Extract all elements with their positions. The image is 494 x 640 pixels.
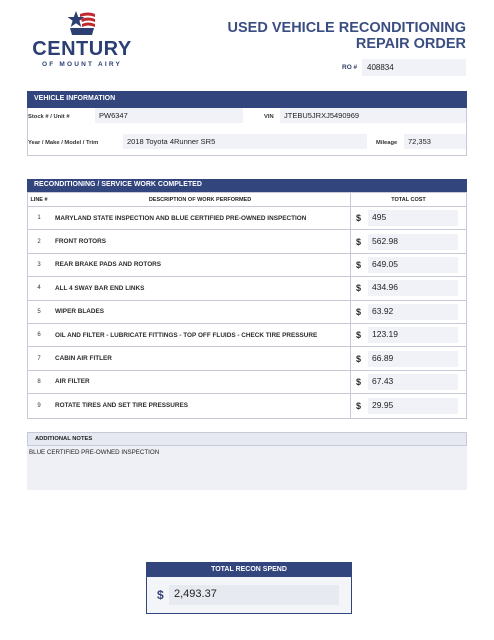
work-description: REAR BRAKE PADS AND ROTORS bbox=[55, 261, 162, 269]
cost-field[interactable]: 67.43 bbox=[368, 374, 458, 390]
dollar-sign: $ bbox=[356, 376, 362, 387]
work-description: CABIN AIR FITLER bbox=[55, 355, 112, 363]
cost-cell bbox=[350, 371, 466, 393]
total-recon-panel bbox=[146, 562, 352, 614]
table-row bbox=[28, 347, 466, 370]
table-row bbox=[28, 394, 466, 417]
table-row bbox=[28, 371, 466, 394]
stock-field[interactable]: PW6347 bbox=[95, 108, 243, 123]
cost-field[interactable]: 434.96 bbox=[368, 280, 458, 296]
line-number: 8 bbox=[37, 378, 41, 385]
vin-label: VIN bbox=[264, 114, 274, 120]
brand-name: CENTURY bbox=[32, 38, 132, 60]
work-completed-header: RECONDITIONING / SERVICE WORK COMPLETED bbox=[27, 179, 467, 193]
title-line-1: USED VEHICLE RECONDITIONING bbox=[227, 20, 466, 36]
dollar-sign: $ bbox=[356, 330, 362, 341]
cost-cell bbox=[350, 254, 466, 276]
cost-cell bbox=[350, 301, 466, 323]
work-description: ALL 4 SWAY BAR END LINKS bbox=[55, 284, 145, 292]
ymmt-label: Year / Make / Model / Trim bbox=[28, 140, 99, 146]
dollar-sign: $ bbox=[356, 283, 362, 294]
dollar-sign: $ bbox=[356, 236, 362, 247]
cost-cell bbox=[350, 207, 466, 229]
ro-label: RO # bbox=[342, 64, 358, 71]
vehicle-info-header: VEHICLE INFORMATION bbox=[27, 91, 467, 108]
cost-cell bbox=[350, 394, 466, 417]
total-recon-header: TOTAL RECON SPEND bbox=[147, 563, 351, 577]
cost-field[interactable]: 29.95 bbox=[368, 398, 458, 414]
table-row bbox=[28, 230, 466, 253]
table-row bbox=[28, 301, 466, 324]
century-logo bbox=[30, 10, 134, 74]
line-number: 5 bbox=[37, 308, 41, 315]
additional-notes-field[interactable]: BLUE CERTIFIED PRE-OWNED INSPECTION bbox=[27, 446, 467, 490]
line-number: 2 bbox=[37, 238, 41, 245]
document-title bbox=[228, 20, 466, 52]
table-row bbox=[28, 207, 466, 230]
work-description: ROTATE TIRES AND SET TIRE PRESSURES bbox=[55, 402, 189, 410]
work-description: AIR FILTER bbox=[55, 378, 90, 386]
mileage-field[interactable]: 72,353 bbox=[404, 134, 466, 149]
cost-field[interactable]: 66.89 bbox=[368, 351, 458, 367]
table-row bbox=[28, 277, 466, 300]
dollar-sign: $ bbox=[356, 213, 362, 224]
work-description: FRONT ROTORS bbox=[55, 238, 107, 246]
cost-cell bbox=[350, 324, 466, 346]
line-number: 1 bbox=[37, 215, 41, 222]
cost-field[interactable]: 495 bbox=[368, 210, 458, 226]
cost-field[interactable]: 562.98 bbox=[368, 234, 458, 250]
line-number: 4 bbox=[37, 285, 41, 292]
dollar-sign: $ bbox=[356, 259, 362, 270]
col-description: DESCRIPTION OF WORK PERFORMED bbox=[148, 196, 252, 203]
line-number: 9 bbox=[37, 402, 41, 409]
work-table-header-row bbox=[28, 193, 466, 207]
work-description: OIL AND FILTER - LUBRICATE FITTINGS - TOP OFF FLUIDS - CHECK TIRE PRESSURE bbox=[55, 331, 318, 339]
col-line-number: LINE # bbox=[30, 196, 48, 203]
work-table bbox=[27, 192, 467, 419]
title-line-2: REPAIR ORDER bbox=[355, 36, 466, 52]
line-number: 7 bbox=[37, 355, 41, 362]
vin-field[interactable]: JTEBU5JRXJ5490969 bbox=[280, 108, 466, 123]
cost-cell bbox=[350, 347, 466, 369]
cost-field[interactable]: 63.92 bbox=[368, 304, 458, 320]
dollar-sign: $ bbox=[356, 400, 362, 411]
stock-label: Stock # / Unit # bbox=[28, 114, 70, 120]
mileage-label: Mileage bbox=[376, 140, 398, 146]
dollar-sign: $ bbox=[356, 306, 362, 317]
flag-star-icon bbox=[68, 10, 96, 36]
brand-subtitle: OF MOUNT AIRY bbox=[41, 61, 123, 68]
cost-cell bbox=[350, 277, 466, 299]
table-row bbox=[28, 254, 466, 277]
total-recon-field[interactable]: 2,493.37 bbox=[169, 585, 339, 605]
line-number: 3 bbox=[37, 261, 41, 268]
col-total-cost: TOTAL COST bbox=[350, 193, 466, 206]
total-dollar-sign: $ bbox=[157, 588, 164, 602]
table-row bbox=[28, 324, 466, 347]
work-description: MARYLAND STATE INSPECTION AND BLUE CERTIFIED PRE-OWNED INSPECTION bbox=[55, 214, 307, 222]
work-description: WIPER BLADES bbox=[55, 308, 104, 316]
dollar-sign: $ bbox=[356, 353, 362, 364]
additional-notes-header: ADDITIONAL NOTES bbox=[27, 432, 467, 446]
line-number: 6 bbox=[37, 332, 41, 339]
ro-number-field[interactable]: 408834 bbox=[362, 59, 466, 76]
ymmt-field[interactable]: 2018 Toyota 4Runner SR5 bbox=[123, 134, 367, 149]
cost-field[interactable]: 123.19 bbox=[368, 327, 458, 343]
cost-cell bbox=[350, 230, 466, 252]
cost-field[interactable]: 649.05 bbox=[368, 257, 458, 273]
